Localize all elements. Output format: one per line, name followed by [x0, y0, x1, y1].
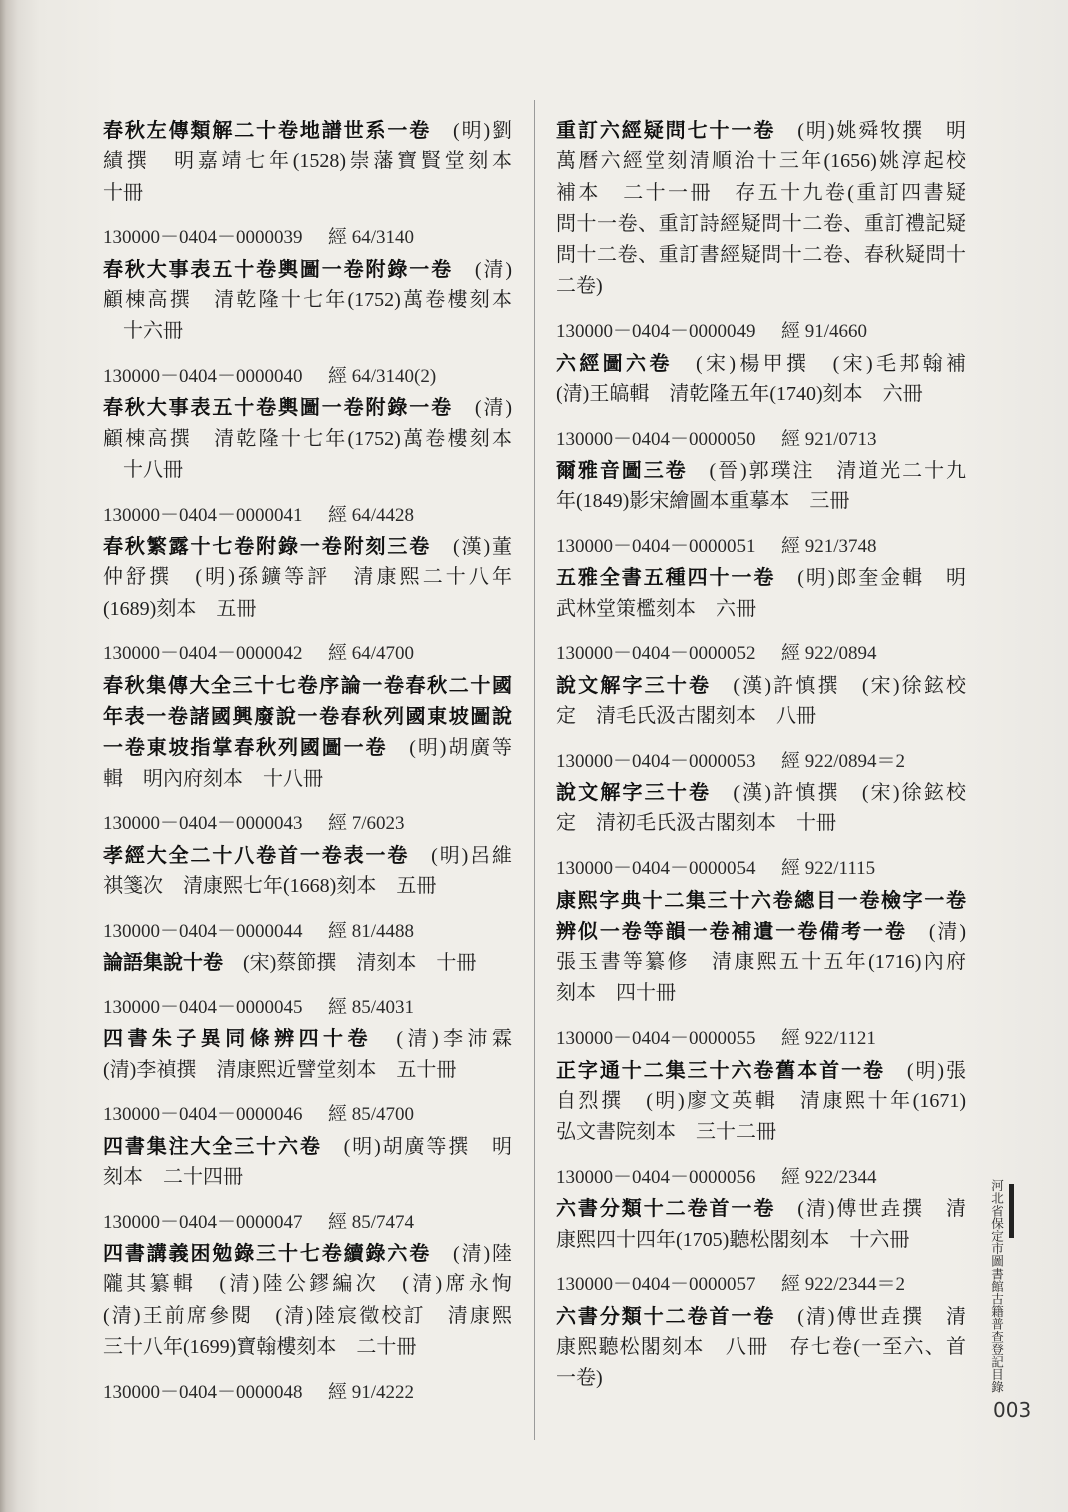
column-divider [534, 100, 535, 1440]
bibliographic-details: (晉)郭璞注 清道光二十九 [687, 459, 967, 482]
description-line [556, 1301, 966, 1332]
record-number: 130000－0404－0000057 [556, 1274, 756, 1296]
description-line [556, 808, 966, 839]
description-line [103, 840, 512, 871]
record-line [556, 531, 966, 562]
book-title: 爾雅音圖三卷 [556, 457, 688, 482]
record-number: 130000－0404－0000046 [103, 1104, 303, 1126]
book-title: 春秋大事表五十卷輿圖一卷附錄一卷 [103, 395, 454, 420]
bibliographic-details: 祺箋次 清康熙七年(1668)刻本 五冊 [103, 875, 437, 898]
catalog-entry [556, 424, 966, 518]
bibliographic-details: 顧棟高撰 清乾隆十七年(1752)萬卷樓刻本 [103, 427, 512, 450]
book-title: 六書分類十二卷首一卷 [556, 1303, 776, 1328]
description-line [556, 1225, 966, 1256]
description-line [556, 670, 966, 701]
bibliographic-details: (清)陸 [431, 1243, 513, 1265]
description-line [103, 455, 512, 486]
catalog-entry [556, 746, 966, 840]
bibliographic-details: (明)郎奎金輯 明 [775, 567, 967, 590]
record-line [103, 500, 512, 531]
book-title: 春秋大事表五十卷輿圖一卷附錄一卷 [103, 256, 454, 281]
call-number: 經 922/2344＝2 [781, 1274, 906, 1296]
description-line [556, 562, 966, 593]
description-line [103, 871, 512, 902]
bibliographic-details: 一卷) [556, 1367, 603, 1390]
bibliographic-details: (清) [906, 920, 967, 943]
record-number: 130000－0404－0000043 [103, 813, 303, 835]
call-number: 經 64/4428 [328, 504, 415, 526]
description-line [103, 1301, 512, 1332]
bibliographic-details: (清) [453, 397, 512, 420]
description-line [103, 594, 512, 625]
description-line [103, 562, 512, 593]
book-title: 正字通十二集三十六卷舊本首一卷 [556, 1057, 885, 1082]
record-number: 130000－0404－0000050 [556, 428, 756, 450]
bibliographic-details: 隴其纂輯 (清)陸公鏐編次 (清)席永恂 [103, 1273, 512, 1296]
bibliographic-details: (明)呂維 [409, 844, 513, 867]
description-line [103, 424, 512, 455]
record-line [556, 853, 966, 884]
description-line [103, 1023, 512, 1054]
record-line [556, 316, 966, 347]
description-line [103, 670, 512, 701]
catalog-entry [103, 1377, 512, 1408]
book-title: 春秋繁露十七卷附錄一卷附刻三卷 [103, 534, 432, 559]
record-line [556, 1269, 966, 1300]
bibliographic-details: (漢)許慎撰 (宋)徐鉉校 [711, 782, 967, 805]
description-line [556, 594, 966, 625]
bibliographic-details: 十六冊 [103, 320, 183, 343]
book-title: 說文解字三十卷 [556, 780, 712, 805]
book-title: 說文解字三十卷 [556, 672, 712, 697]
bibliographic-details: 十八冊 [103, 458, 183, 481]
call-number: 經 85/7474 [328, 1211, 415, 1233]
bibliographic-details: 張玉書等纂修 清康熙五十五年(1716)內府 [556, 951, 966, 974]
catalog-entry [103, 222, 512, 347]
catalog-entry [556, 1269, 966, 1394]
description-line [556, 916, 966, 947]
catalog-entry [103, 115, 512, 209]
catalog-entry [103, 638, 512, 794]
call-number: 經 922/1115 [781, 858, 876, 880]
record-line [103, 361, 512, 392]
bibliographic-details: 康熙聽松閣刻本 八冊 存七卷(一至六、首 [556, 1335, 966, 1358]
description-line [556, 1363, 966, 1394]
description-line [103, 531, 512, 562]
call-number: 經 85/4700 [328, 1104, 415, 1126]
description-line [556, 379, 966, 410]
catalog-entry [556, 316, 966, 410]
description-line [556, 271, 966, 302]
record-number: 130000－0404－0000048 [103, 1381, 303, 1403]
catalog-entry [556, 531, 966, 625]
description-line [103, 115, 512, 146]
description-line [556, 1086, 966, 1117]
bibliographic-details: 補本 二十一冊 存五十九卷(重訂四書疑 [556, 181, 966, 204]
book-title: 重訂六經疑問七十一卷 [556, 118, 776, 142]
description-line [103, 701, 512, 732]
record-number: 130000－0404－0000049 [556, 321, 756, 343]
record-line [103, 1377, 512, 1408]
record-number: 130000－0404－0000040 [103, 366, 303, 388]
description-line [103, 254, 512, 285]
call-number: 經 91/4222 [328, 1381, 415, 1403]
call-number: 經 7/6023 [328, 813, 405, 835]
bibliographic-details: (宋)楊甲撰 (宋)毛邦翰補 [672, 352, 967, 375]
description-line [556, 885, 966, 916]
record-number: 130000－0404－0000044 [103, 920, 303, 942]
catalog-entry [103, 500, 512, 625]
record-line [556, 638, 966, 669]
call-number: 經 64/3140 [328, 227, 415, 249]
bibliographic-details: 自烈撰 (明)廖文英輯 清康熙十年(1671) [556, 1089, 966, 1112]
bibliographic-details: 問十二卷、重訂書經疑問十二卷、春秋疑問十 [556, 244, 966, 267]
bibliographic-details: 弘文書院刻本 三十二冊 [556, 1121, 776, 1144]
description-line [103, 1269, 512, 1300]
call-number: 經 64/4700 [328, 643, 415, 665]
bibliographic-details: 問十一卷、重訂詩經疑問十二卷、重訂禮記疑 [556, 212, 966, 235]
call-number: 經 85/4031 [328, 996, 415, 1018]
description-line [103, 392, 512, 423]
bibliographic-details: (宋)蔡節撰 清刻本 十冊 [223, 952, 477, 975]
running-title-bar [1009, 1184, 1014, 1238]
description-line [103, 1238, 512, 1269]
description-line [103, 178, 512, 209]
bibliographic-details: 十冊 [103, 181, 143, 204]
catalog-entry [556, 853, 966, 1009]
bibliographic-details: (明)張 [884, 1059, 966, 1082]
record-number: 130000－0404－0000047 [103, 1211, 303, 1233]
description-line [556, 1055, 966, 1086]
running-title: 河北省保定市圖書館古籍普查登記目錄 [989, 1179, 1004, 1394]
description-line [556, 947, 966, 978]
bibliographic-details: (明)姚舜牧撰 明 [775, 120, 967, 142]
book-title: 康熙字典十二集三十六卷總目一卷檢字一卷 [556, 887, 966, 912]
record-number: 130000－0404－0000041 [103, 504, 303, 526]
record-line [103, 638, 512, 669]
description-line [556, 777, 966, 808]
bibliographic-details: 二卷) [556, 275, 603, 298]
record-line [103, 808, 512, 839]
left-column [103, 115, 512, 1408]
book-title: 四書朱子異同條辨四十卷 [103, 1026, 372, 1051]
catalog-entry [103, 361, 512, 486]
description-line [556, 240, 966, 271]
description-line [103, 764, 512, 795]
record-line [556, 1023, 966, 1054]
book-title: 六書分類十二卷首一卷 [556, 1196, 776, 1221]
bibliographic-details: (明)胡廣等 [387, 737, 513, 760]
record-number: 130000－0404－0000051 [556, 536, 756, 558]
page-number: 003 [993, 1398, 1032, 1422]
description-line [103, 316, 512, 347]
bibliographic-details: 定 清初毛氏汲古閣刻本 十冊 [556, 812, 836, 835]
call-number: 經 922/1121 [781, 1028, 876, 1050]
catalog-entry [556, 638, 966, 732]
catalog-entry [103, 1207, 512, 1363]
call-number: 經 922/0894＝2 [781, 750, 906, 772]
record-line [103, 916, 512, 947]
bibliographic-details: (清)傅世垚撰 清 [775, 1305, 967, 1328]
book-title: 春秋左傳類解二十卷地譜世系一卷 [103, 118, 432, 142]
bibliographic-details: (明)劉 [431, 120, 513, 142]
bibliographic-details: 刻本 二十四冊 [103, 1165, 243, 1188]
description-line [556, 178, 966, 209]
book-title: 辨似一卷等韻一卷補遺一卷備考一卷 [556, 918, 907, 943]
description-line [103, 1332, 512, 1363]
description-line [556, 1193, 966, 1224]
description-line [556, 146, 966, 177]
record-number: 130000－0404－0000042 [103, 643, 303, 665]
description-line [103, 732, 512, 763]
bibliographic-details: 年(1849)影宋繪圖本重摹本 三冊 [556, 490, 850, 513]
description-line [103, 1162, 512, 1193]
description-line [556, 455, 966, 486]
call-number: 經 91/4660 [781, 321, 868, 343]
bibliographic-details: 萬曆六經堂刻清順治十三年(1656)姚淳起校 [556, 150, 966, 173]
bibliographic-details: (清)李沛霖 [371, 1028, 512, 1051]
bibliographic-details: 績撰 明嘉靖七年(1528)崇藩寶賢堂刻本 [103, 150, 512, 173]
record-number: 130000－0404－0000055 [556, 1028, 756, 1050]
bibliographic-details: 康熙四十四年(1705)聽松閣刻本 十六冊 [556, 1228, 910, 1251]
description-line [103, 146, 512, 177]
book-title: 四書集注大全三十六卷 [103, 1133, 322, 1158]
bibliographic-details: (1689)刻本 五冊 [103, 597, 257, 620]
record-line [556, 746, 966, 777]
bibliographic-details: (漢)許慎撰 (宋)徐鉉校 [711, 674, 967, 697]
right-column [556, 115, 966, 1394]
record-line [103, 992, 512, 1023]
record-line [556, 1162, 966, 1193]
bibliographic-details: (清)王皜輯 清乾隆五年(1740)刻本 六冊 [556, 382, 923, 405]
record-number: 130000－0404－0000045 [103, 996, 303, 1018]
bibliographic-details: (清) [453, 258, 512, 281]
call-number: 經 64/3140(2) [328, 366, 437, 388]
catalog-entry [556, 1023, 966, 1148]
bibliographic-details: (明)胡廣等撰 明 [321, 1135, 512, 1158]
description-line [103, 285, 512, 316]
description-line [556, 209, 966, 240]
bibliographic-details: 顧棟高撰 清乾隆十七年(1752)萬卷樓刻本 [103, 288, 512, 311]
record-number: 130000－0404－0000053 [556, 750, 756, 772]
book-title: 春秋集傳大全三十七卷序論一卷春秋二十國 [103, 672, 512, 697]
bibliographic-details: 武林堂策檻刻本 六冊 [556, 597, 756, 620]
bibliographic-details: (清)王前席參閱 (清)陸宸徵校訂 清康熙 [103, 1304, 512, 1327]
bibliographic-details: 定 清毛氏汲古閣刻本 八冊 [556, 705, 816, 728]
description-line [556, 1117, 966, 1148]
call-number: 經 921/0713 [781, 428, 877, 450]
call-number: 經 921/3748 [781, 536, 877, 558]
description-line [556, 978, 966, 1009]
catalog-entry [103, 992, 512, 1086]
call-number: 經 922/2344 [781, 1166, 877, 1188]
record-line [556, 424, 966, 455]
record-line [103, 1207, 512, 1238]
description-line [556, 1332, 966, 1363]
record-number: 130000－0404－0000039 [103, 227, 303, 249]
record-line [103, 222, 512, 253]
book-title: 五雅全書五種四十一卷 [556, 565, 776, 590]
catalog-entry [556, 1162, 966, 1256]
bibliographic-details: (清)傅世垚撰 清 [775, 1198, 967, 1221]
description-line [556, 701, 966, 732]
bibliographic-details: (漢)董 [431, 536, 513, 559]
book-title: 論語集說十卷 [103, 950, 223, 975]
description-line [103, 1055, 512, 1086]
bibliographic-details: 刻本 四十冊 [556, 982, 676, 1005]
description-line [556, 486, 966, 517]
bibliographic-details: (清)李禎撰 清康熙近譬堂刻本 五十冊 [103, 1058, 457, 1081]
record-number: 130000－0404－0000056 [556, 1166, 756, 1188]
bibliographic-details: 三十八年(1699)寶翰樓刻本 二十冊 [103, 1335, 417, 1358]
catalog-entry [103, 916, 512, 979]
book-title: 年表一卷諸國興廢說一卷春秋列國東坡圖說 [103, 704, 512, 729]
description-line [556, 115, 966, 146]
book-title: 四書講義困勉錄三十七卷續錄六卷 [103, 1241, 432, 1265]
record-line [103, 1099, 512, 1130]
book-title: 孝經大全二十八卷首一卷表一卷 [103, 842, 410, 867]
bibliographic-details: 輯 明內府刻本 十八冊 [103, 767, 323, 790]
call-number: 經 922/0894 [781, 643, 877, 665]
catalog-entry [103, 808, 512, 902]
catalog-entry [556, 115, 966, 303]
bibliographic-details: 仲舒撰 (明)孫鑛等評 清康熙二十八年 [103, 566, 512, 589]
record-number: 130000－0404－0000052 [556, 643, 756, 665]
book-title: 一卷東坡指掌春秋列國圖一卷 [103, 735, 388, 760]
call-number: 經 81/4488 [328, 920, 415, 942]
record-number: 130000－0404－0000054 [556, 858, 756, 880]
catalog-entry [103, 1099, 512, 1193]
description-line [556, 348, 966, 379]
book-title: 六經圖六卷 [556, 350, 673, 375]
description-line [103, 947, 512, 978]
description-line [103, 1131, 512, 1162]
